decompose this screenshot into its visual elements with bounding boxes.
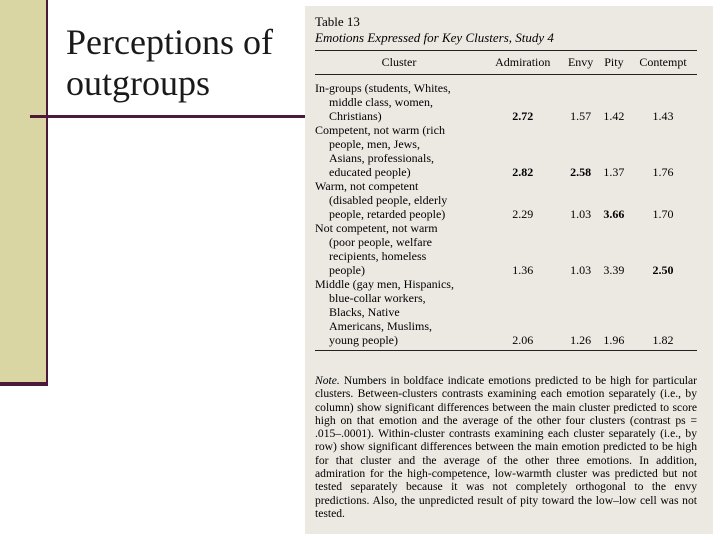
value-cell: 1.36 [512, 263, 534, 277]
emotions-table [315, 51, 697, 347]
cluster-cell [315, 123, 483, 179]
title-underline [30, 115, 320, 118]
value-cell: 2.58 [570, 165, 592, 179]
value-cell: 1.03 [570, 207, 592, 221]
note-text: Numbers in boldface indicate emotions predicted to be high for particular clusters. Between-clusters contrasts examining each emotion separately (i.e., by column) show significant differences between the main cluster predicted to score high on that emotion and the average of the other four clusters (contrast ps = .015–.0001). Within-cluster contrasts examining each cluster separately (i.e., by row) show significant differences between the main emotion predicted to be high for that cluster and the average of the other three emotions. In addition, admiration for the high-competence, low-warmth cluster was predicted but not tested separately because it was not completely orthogonal to the envy predictions. Also, the unpredicted result of pity toward the low–low cell was not tested. [315, 374, 697, 520]
value-cell: 2.72 [512, 109, 534, 123]
cluster-cell [315, 75, 483, 123]
cluster-line: Competent, not warm (rich [315, 123, 445, 137]
cluster-line: recipients, homeless [329, 249, 427, 263]
left-accent-rule [0, 382, 46, 386]
table-row [315, 221, 697, 277]
value-cell: 2.50 [652, 263, 674, 277]
value-cell: 1.03 [570, 263, 592, 277]
value-cell: 2.29 [512, 207, 534, 221]
value-cell: 1.42 [603, 109, 625, 123]
cluster-line: people, men, Jews, [329, 137, 420, 151]
column-header: Pity [604, 55, 624, 69]
table-row [315, 277, 697, 347]
column-header: Contempt [639, 55, 687, 69]
column-header: Admiration [495, 55, 551, 69]
value-cell: 1.96 [603, 333, 625, 347]
cluster-line: people) [329, 263, 365, 277]
value-cell: 1.70 [652, 207, 674, 221]
cluster-line: Americans, Muslims, [329, 319, 432, 333]
cluster-line: people, retarded people) [329, 207, 446, 221]
value-cell: 2.82 [512, 165, 534, 179]
table-row [315, 123, 697, 179]
value-cell: 3.66 [603, 207, 625, 221]
cluster-line: Blacks, Native [329, 305, 400, 319]
table-bottom-rule [315, 350, 697, 351]
cluster-line: Asians, professionals, [329, 151, 434, 165]
cluster-cell [315, 179, 483, 221]
column-header: Cluster [381, 55, 417, 69]
cluster-cell [315, 221, 483, 277]
value-cell: 2.06 [512, 333, 534, 347]
value-cell: 1.82 [652, 333, 674, 347]
cluster-line: middle class, women, [329, 95, 433, 109]
left-accent-bar [0, 0, 46, 382]
slide-title: Perceptions of outgroups [66, 22, 273, 103]
vertical-divider [46, 0, 48, 386]
cluster-line: Not competent, not warm [315, 221, 438, 235]
table-number: Table 13 [315, 14, 360, 29]
cluster-line: Christians) [329, 109, 382, 123]
cluster-line: young people) [329, 333, 398, 347]
cluster-line: Middle (gay men, Hispanics, [315, 277, 454, 291]
value-cell: 3.39 [603, 263, 625, 277]
cluster-line: educated people) [329, 165, 411, 179]
value-cell: 1.76 [652, 165, 674, 179]
table-caption: Emotions Expressed for Key Clusters, Study 4 [315, 30, 554, 45]
cluster-line: blue-collar workers, [329, 291, 426, 305]
table-block [315, 14, 695, 351]
cluster-line: In-groups (students, Whites, [315, 81, 451, 95]
table-note [315, 374, 697, 520]
cluster-cell [315, 277, 483, 347]
table-row [315, 179, 697, 221]
cluster-line: (poor people, welfare [329, 235, 432, 249]
cluster-line: (disabled people, elderly [329, 193, 448, 207]
value-cell: 1.43 [652, 109, 674, 123]
note-label: Note. [315, 374, 340, 387]
value-cell: 1.37 [603, 165, 625, 179]
value-cell: 1.26 [570, 333, 592, 347]
value-cell: 1.57 [570, 109, 592, 123]
cluster-line: Warm, not competent [315, 179, 419, 193]
column-header: Envy [567, 55, 594, 69]
scanned-table-image [305, 6, 713, 534]
table-row [315, 75, 697, 123]
